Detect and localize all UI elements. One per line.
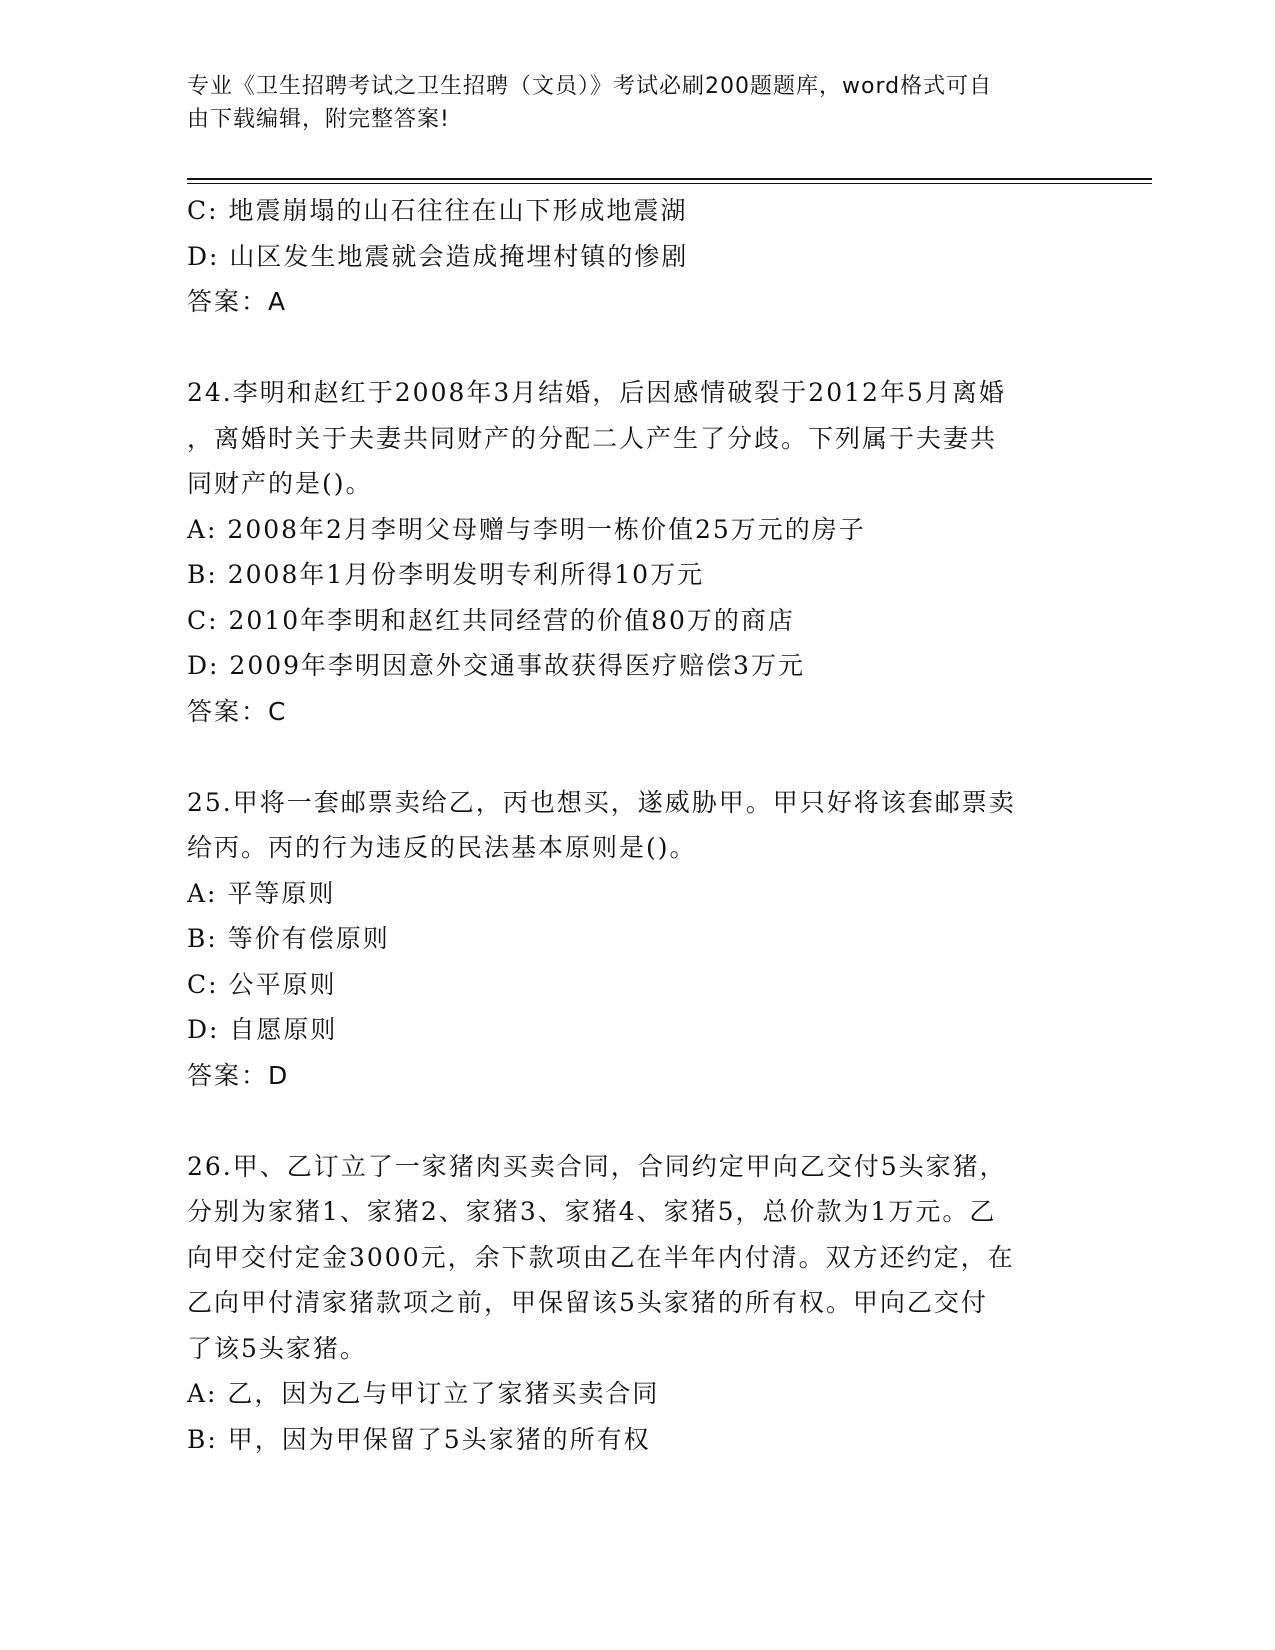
spacer [187,325,1087,371]
option-a: A: 平等原则 [187,878,336,908]
question-24 [187,370,1087,734]
question-stem: 26.甲、乙订立了一家猪肉买卖合同，合同约定甲向乙交付5头家猪， [187,1151,1007,1181]
answer-line: 答案：C [187,696,288,726]
question-stem: 了该5头家猪。 [187,1333,367,1363]
question-stem: 同财产的是()。 [187,469,373,498]
question-stem: 向甲交付定金3000元，余下款项由乙在半年内付清。双方还约定，在 [187,1242,1015,1272]
header-line-2: 由下载编辑，附完整答案! [187,107,450,132]
option-c: C: 公平原则 [187,969,337,999]
option-b: B: 甲，因为甲保留了5头家猪的所有权 [187,1424,651,1454]
question-stem: ，离婚时关于夫妻共同财产的分配二人产生了分歧。下列属于夫妻共 [187,423,998,453]
option-c: C: 2010年李明和赵红共同经营的价值80万的商店 [187,605,795,635]
spacer [187,734,1087,780]
answer-line: 答案：A [187,287,288,316]
header-line-1: 专业《卫生招聘考试之卫生招聘（文员）》考试必刷200题题库，word格式可自 [187,74,993,99]
option-a: A: 2008年2月李明父母赠与李明一栋价值25万元的房子 [187,514,866,544]
option-c: C: 地震崩塌的山石往往在山下形成地震湖 [187,196,688,225]
document-header [187,70,1087,136]
document-body [187,188,1087,1462]
option-b: B: 等价有偿原则 [187,924,390,953]
question-stem: 25.甲将一套邮票卖给乙，丙也想买，遂威胁甲。甲只好将该套邮票卖 [187,787,1016,817]
spacer [187,1098,1087,1144]
header-divider-thin [187,183,1152,184]
question-stem: 分别为家猪1、家猪2、家猪3、家猪4、家猪5，总价款为1万元。乙 [187,1197,997,1226]
answer-line: 答案：D [187,1060,290,1090]
option-d: D: 山区发生地震就会造成掩埋村镇的惨剧 [187,241,689,271]
question-23-tail [187,188,1087,325]
question-stem: 24.李明和赵红于2008年3月结婚，后因感情破裂于2012年5月离婚 [187,378,1006,407]
question-stem: 给丙。丙的行为违反的民法基本原则是()。 [187,833,697,862]
question-26 [187,1144,1087,1463]
option-b: B: 2008年1月份李明发明专利所得10万元 [187,560,705,589]
option-d: D: 2009年李明因意外交通事故获得医疗赔偿3万元 [187,651,805,680]
question-25 [187,780,1087,1099]
question-stem: 乙向甲付清家猪款项之前，甲保留该5头家猪的所有权。甲向乙交付 [187,1288,988,1317]
header-divider-thick [187,178,1152,180]
option-a: A: 乙，因为乙与甲订立了家猪买卖合同 [187,1379,660,1408]
option-d: D: 自愿原则 [187,1015,338,1044]
